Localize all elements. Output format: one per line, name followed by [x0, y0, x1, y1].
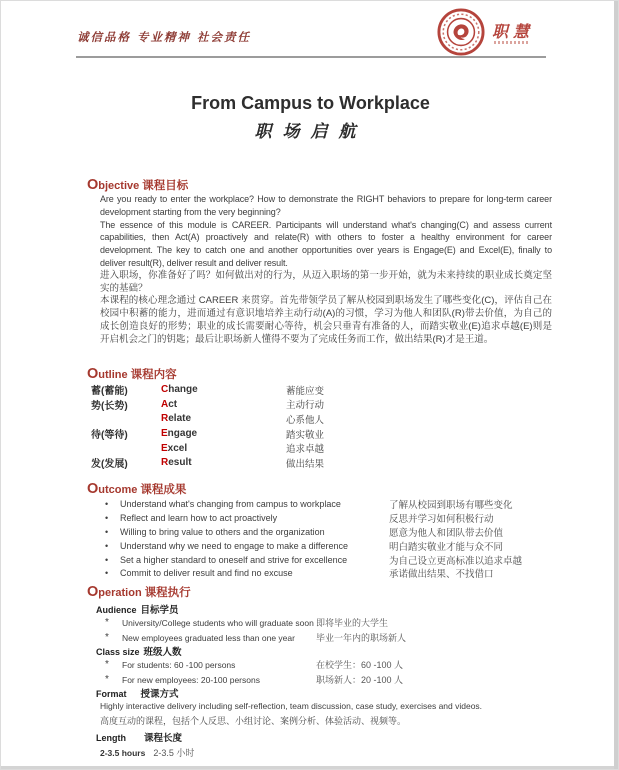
audience-label: Audience 目标学员: [96, 605, 179, 616]
outcome-list: [105, 497, 522, 580]
bullet-icon: •: [105, 512, 109, 523]
bullet-icon: •: [105, 554, 109, 565]
logo-wordmark: 职慧: [492, 22, 535, 41]
list-item: * For students: 60 -100 persons 在校学生：60 -100 人: [105, 659, 404, 670]
length-text: 2-3.5 hours 2-3.5 小时: [100, 748, 195, 758]
section-heading-operation: Operation 课程执行: [87, 584, 191, 600]
format-text-cn: 高度互动的课程，包括个人反思、小组讨论、案例分析、体验活动、视频等。: [100, 716, 407, 726]
objective-paragraph-cn-2: 本课程的核心理念通过 CAREER 来贯穿。首先带领学员了解从校园到职场发生了哪些变化(C)，评估自己在校园中积蓄的能力，进而通过有意识地培养主动行动(A)的习惯，学习为他人和团队(R)带去价值，为自己的成长创造良好的形势；职业的成长需要耐心等待，机会只垂青有准备的人，而踏实敬业(E)追求卓越(E)则是开启机会之门的钥匙；最后让职场新人懂得不要为了完成任务而工作，做出结果(R)才是王道。: [100, 295, 552, 345]
list-item: • Understand why we need to engage to make a difference 明白踏实敬业才能与众不同: [105, 540, 504, 553]
list-item: • Reflect and learn how to act proactively 反思并学习如何积极行动: [105, 512, 494, 525]
class-size-list: [105, 657, 403, 687]
objective-paragraph-en-1: Are you ready to enter the workplace? How to demonstrate the RIGHT behaviors to prepare for long-term career development starting from the very beginning?: [100, 194, 552, 217]
objective-paragraph-en-2: The essence of this module is CAREER. Participants will understand what's changing(C) and assess current capabilities, then Act(A) proactively and relate(R) with others to foster a healthy environment for career development. The key to catch one and another opportunities over years is Engage(E) and Excel(E), finally to deliver result(R), deliver result and deliver result.: [100, 219, 552, 268]
format-text-en: Highly interactive delivery including self-reflection, team discussion, case study, exercises and videos.: [100, 701, 483, 711]
list-item: • Set a higher standard to oneself and strive for excellence 为自己设立更高标准以追求卓越: [105, 554, 523, 567]
outline-row: 发(发展) Result 做出结果: [91, 457, 325, 471]
length-label: Length 课程长度: [96, 733, 183, 744]
bullet-icon: •: [105, 568, 109, 579]
course-title-chinese: 职场启航: [254, 122, 367, 142]
section-heading-objective: Objective 课程目标: [87, 177, 189, 193]
asterisk-bullet-icon: *: [105, 659, 109, 670]
list-item: • Willing to bring value to others and the organization 愿意为他人和团队带去价值: [105, 526, 504, 539]
section-heading-outcome: Outcome 课程成果: [87, 481, 187, 497]
objective-body: [100, 193, 552, 347]
outline-row: 待(等待) Engage 踏实敬业: [91, 428, 325, 442]
class-size-label: Class size 班级人数: [96, 647, 182, 658]
bullet-icon: •: [105, 540, 109, 551]
outline-row: Relate 心系他人: [161, 413, 325, 426]
asterisk-bullet-icon: *: [105, 632, 109, 643]
outline-row: 势(长势) Act 主动行动: [91, 398, 325, 412]
format-label: Format 授课方式: [96, 689, 179, 700]
list-item: * For new employees: 20-100 persons 职场新人：20 -100 人: [105, 674, 404, 685]
list-item: * University/College students who will graduate soon 即将毕业的大学生: [105, 617, 389, 628]
list-item: • Commit to deliver result and find no excuse 承诺做出结果、不找借口: [105, 568, 494, 581]
asterisk-bullet-icon: *: [105, 617, 109, 628]
outline-row: 蓄(蓄能) Change 蓄能应变: [91, 384, 325, 397]
objective-paragraph-cn-1: 进入职场，你准备好了吗？如何做出对的行为，从迈入职场的第一步开始，就为未来持续的职业成长奠定坚实的基础？: [100, 269, 552, 294]
section-heading-outline: Outline 课程内容: [87, 366, 177, 382]
header-divider: [76, 56, 546, 58]
asterisk-bullet-icon: *: [105, 674, 109, 685]
list-item: * New employees graduated less than one year 毕业一年内的职场新人: [105, 632, 407, 643]
company-slogan: 诚信品格 专业精神 社会责任: [77, 30, 252, 44]
course-title-english: From Campus to Workplace: [191, 93, 430, 113]
outline-row: Excel 追求卓越: [161, 442, 325, 456]
bullet-icon: •: [105, 526, 109, 537]
company-seal-icon: [437, 8, 485, 56]
logo-tagline-decoration: [494, 41, 528, 44]
list-item: • Understand what's changing from campus to workplace 了解从校园到职场有哪些变化: [105, 499, 513, 511]
outline-table: [91, 382, 324, 470]
audience-list: [105, 615, 406, 645]
bullet-icon: •: [105, 499, 109, 509]
